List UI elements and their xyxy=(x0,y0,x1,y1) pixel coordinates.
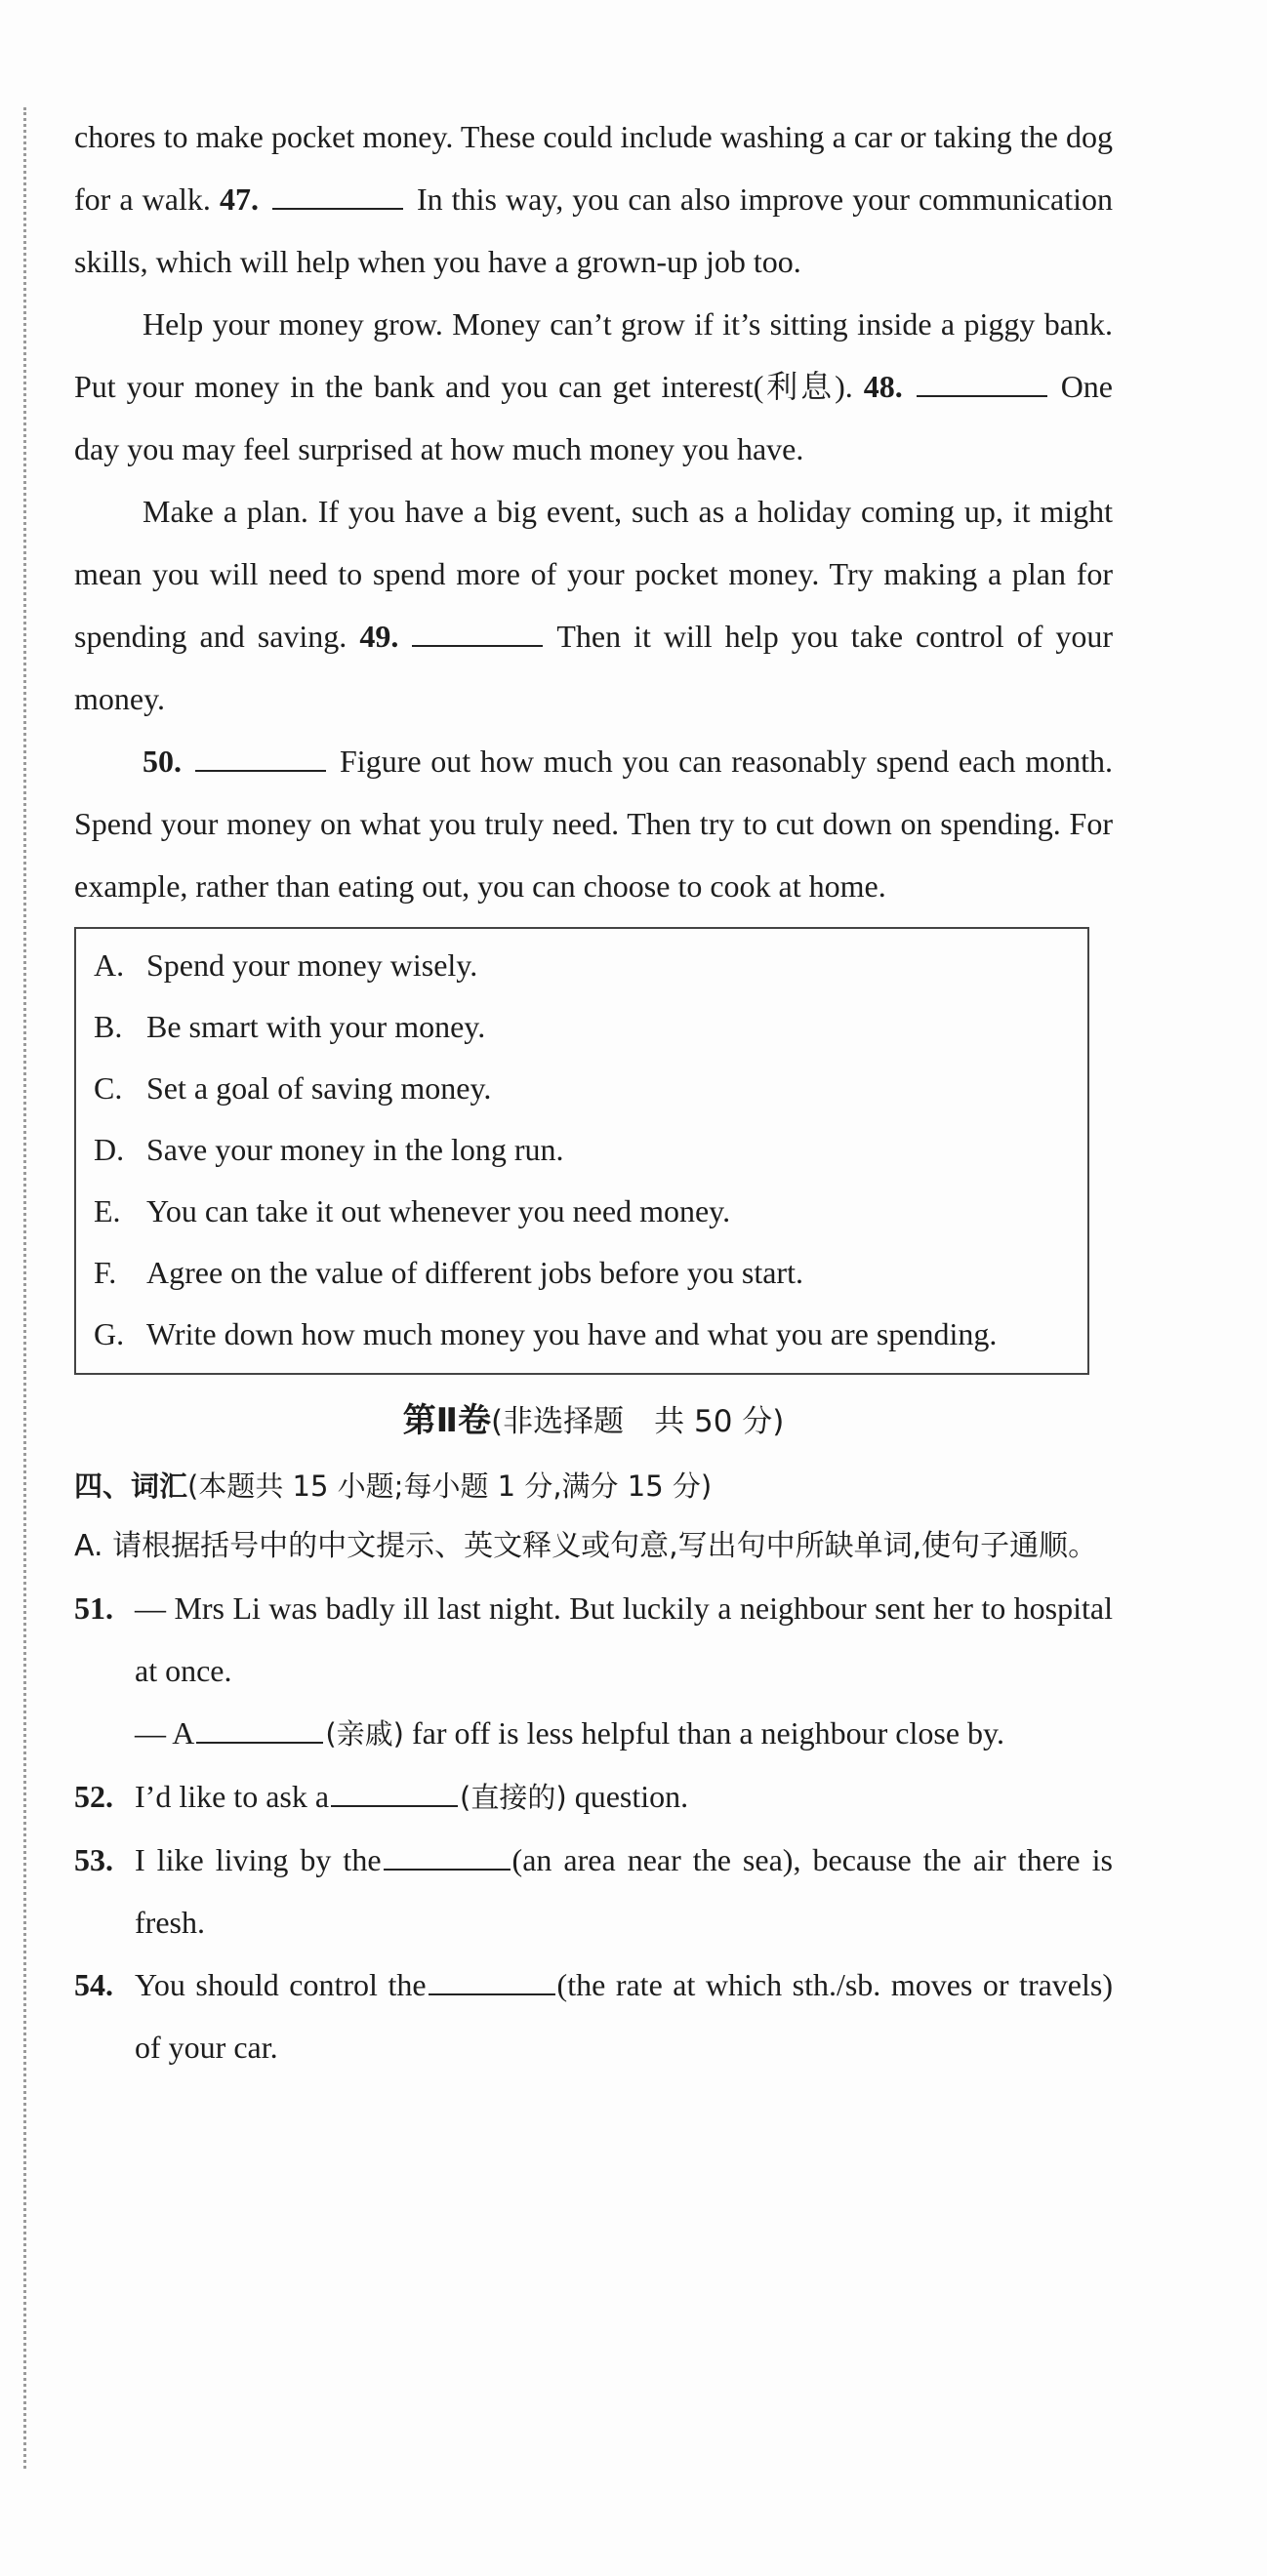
question-number: 52. xyxy=(74,1779,113,1814)
question-number: 54. xyxy=(74,1967,113,2002)
option-a xyxy=(76,935,1087,996)
question-number: 51. xyxy=(74,1590,113,1626)
question-number-49: 49. xyxy=(359,619,399,654)
question-number-48: 48. xyxy=(863,369,903,404)
question-number-47: 47. xyxy=(219,181,259,217)
option-text: You can take it out whenever you need money. xyxy=(146,1193,731,1228)
answer-blank-54[interactable] xyxy=(429,1968,555,1995)
question-text: far off is less helpful than a neighbour close by. xyxy=(411,1715,1004,1751)
question-text: — Mrs Li was badly ill last night. But luckily a neighbour sent her to hospital at once. xyxy=(135,1590,1113,1688)
option-d xyxy=(76,1119,1087,1181)
answer-blank-49[interactable] xyxy=(412,620,543,647)
part-heading-title: 四、词汇 xyxy=(74,1469,188,1503)
question-text: — A xyxy=(135,1715,195,1751)
part-heading-scoring: (本题共 15 小题;每小题 1 分,满分 15 分) xyxy=(187,1469,713,1503)
question-number-50: 50. xyxy=(143,744,182,779)
question-text: of your car. xyxy=(135,2030,278,2065)
passage-paragraph-2 xyxy=(74,293,1113,480)
passage-text: Then it will help you take control of your money. xyxy=(74,619,1114,716)
question-hint: (直接的) xyxy=(460,1781,567,1814)
answer-blank-52[interactable] xyxy=(331,1780,458,1807)
option-text: Agree on the value of different jobs before you start. xyxy=(146,1255,803,1290)
passage-text: Make a plan. If you have a big event, such as a holiday coming up, it might mean you will need to spend more of your pocket money. Try making a plan for spending and saving. xyxy=(74,494,1113,654)
question-number: 53. xyxy=(74,1842,113,1877)
options-box xyxy=(74,927,1089,1375)
part-instruction: A. 请根据括号中的中文提示、英文释义或句意,写出句中所缺单词,使句子通顺。 xyxy=(74,1529,1098,1563)
passage-text: In this way, you can also improve your communication skills, which will help when you have a grown-up job too. xyxy=(74,181,1114,279)
answer-blank-50[interactable] xyxy=(195,745,326,772)
question-52 xyxy=(74,1765,1113,1829)
question-dialogue-reply xyxy=(135,1702,1113,1765)
answer-blank-47[interactable] xyxy=(272,182,403,210)
question-body xyxy=(135,1765,1113,1829)
part-heading xyxy=(74,1456,1113,1516)
section-title xyxy=(74,1387,1113,1456)
option-f xyxy=(76,1242,1087,1304)
option-c xyxy=(76,1058,1087,1119)
option-letter: B. xyxy=(94,1009,123,1044)
answer-blank-48[interactable] xyxy=(917,370,1047,397)
question-hint: (an area near the sea), xyxy=(511,1842,801,1877)
section-title-sub: (非选择题 共 50 分) xyxy=(491,1404,785,1439)
option-letter: A. xyxy=(94,947,125,983)
question-54 xyxy=(74,1953,1113,2078)
question-text: question. xyxy=(574,1779,689,1814)
option-letter: D. xyxy=(94,1132,125,1167)
question-body xyxy=(135,1829,1113,1953)
option-letter: C. xyxy=(94,1070,123,1106)
option-g xyxy=(76,1304,1087,1365)
passage-text: chores to make pocket money. These could include washing a car or taking the dog for a walk. xyxy=(74,119,1113,217)
passage-text: One day you may feel surprised at how much money you have. xyxy=(74,369,1113,466)
option-text: Write down how much money you have and what you are spending. xyxy=(146,1316,998,1351)
question-body xyxy=(135,1953,1113,2078)
question-53 xyxy=(74,1829,1113,1953)
option-letter: G. xyxy=(94,1316,125,1351)
passage-text: Help your money grow. Money can’t grow if it’s sitting inside a piggy bank. Put your money in the bank and you can get interest(利息). xyxy=(74,306,1113,404)
passage-paragraph-3 xyxy=(74,480,1113,730)
question-hint: (the rate at which sth./sb. moves or travels) xyxy=(556,1967,1114,2002)
section-title-main: 第Ⅱ卷 xyxy=(402,1401,492,1440)
passage-paragraph-4 xyxy=(74,730,1113,917)
answer-blank-53[interactable] xyxy=(384,1843,511,1871)
question-body xyxy=(135,1577,1113,1765)
passage-paragraph-1 xyxy=(74,105,1113,293)
option-text: Save your money in the long run. xyxy=(146,1132,564,1167)
option-text: Set a goal of saving money. xyxy=(146,1070,492,1106)
question-51 xyxy=(74,1577,1113,1765)
option-text: Be smart with your money. xyxy=(146,1009,486,1044)
option-letter: E. xyxy=(94,1193,121,1228)
answer-blank-51[interactable] xyxy=(196,1716,323,1744)
option-b xyxy=(76,996,1087,1058)
option-e xyxy=(76,1181,1087,1242)
option-text: Spend your money wisely. xyxy=(146,947,478,983)
question-hint: (亲戚) xyxy=(325,1717,404,1751)
page-content xyxy=(74,105,1113,2078)
question-text: I like living by the xyxy=(135,1842,382,1877)
question-text: because the air there is fresh. xyxy=(135,1842,1114,1940)
option-letter: F. xyxy=(94,1255,117,1290)
binding-margin-line xyxy=(23,107,26,2469)
question-text: You should control the xyxy=(135,1967,427,2002)
question-text: I’d like to ask a xyxy=(135,1779,330,1814)
passage-text: Figure out how much you can reasonably spend each month. Spend your money on what you truly need. Then try to cut down on spending. For example, rather than eating out, you can choose to cook at home. xyxy=(74,744,1113,904)
